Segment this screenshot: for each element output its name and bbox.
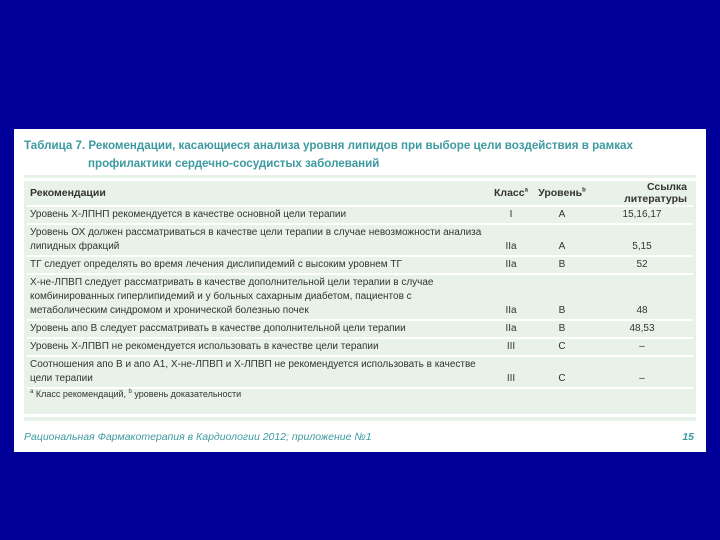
reference-cell: 5,15 <box>591 224 693 256</box>
table-title <box>24 137 694 173</box>
page-number: 15 <box>682 431 694 443</box>
table-row <box>27 206 693 224</box>
recommendation-cell: Соотношения апо В и апо А1, Х-не-ЛПВП и Х-ЛПВП не рекомендуется использовать в качестве цели терапии <box>27 356 489 388</box>
reference-cell: – <box>591 356 693 388</box>
recommendation-cell: Уровень Х-ЛПНП рекомендуется в качестве основной цели терапии <box>27 206 489 224</box>
class-cell: IIa <box>489 274 533 320</box>
page-footer <box>24 431 696 443</box>
recommendations-table-box <box>24 175 696 421</box>
header-level: Уровень$^b$ <box>533 181 591 206</box>
table-title-line1: Таблица 7. Рекомендации, касающиеся анализа уровня липидов при выборе цели воздействия в рамках <box>24 139 633 152</box>
level-cell: B <box>533 274 591 320</box>
header-recommendation: Рекомендации <box>27 181 489 206</box>
reference-cell: 52 <box>591 256 693 274</box>
table-header-row <box>27 181 693 206</box>
level-cell: B <box>533 256 591 274</box>
level-cell: A <box>533 206 591 224</box>
recommendation-cell: Уровень Х-ЛПВП не рекомендуется использовать в качестве цели терапии <box>27 338 489 356</box>
recommendation-cell: ТГ следует определять во время лечения дислипидемий с высоким уровнем ТГ <box>27 256 489 274</box>
table-row <box>27 338 693 356</box>
class-cell: IIa <box>489 224 533 256</box>
class-cell: I <box>489 206 533 224</box>
level-cell: A <box>533 224 591 256</box>
table-row <box>27 320 693 338</box>
table-footnote: $^a$ Класс рекомендаций, $^b$ уровень доказательности <box>30 389 242 399</box>
table-title-line2: профилактики сердечно-сосудистых заболеваний <box>88 157 380 170</box>
level-cell: B <box>533 320 591 338</box>
reference-cell: 15,16,17 <box>591 206 693 224</box>
table-row <box>27 224 693 256</box>
table-row <box>27 256 693 274</box>
level-cell: C <box>533 356 591 388</box>
level-cell: C <box>533 338 591 356</box>
reference-cell: – <box>591 338 693 356</box>
recommendation-cell: Х-не-ЛПВП следует рассматривать в качестве дополнительной цели терапии в случае комбинированных гиперлипидемий и у больных сахарным диабетом, пациентов с метаболическим синдромом и хронической болезнью почек <box>27 274 489 320</box>
table-row <box>27 274 693 320</box>
class-cell: IIa <box>489 256 533 274</box>
recommendation-cell: Уровень ОХ должен рассматриваться в качестве цели терапии в случае невозможности анализа липидных фракций <box>27 224 489 256</box>
recommendation-cell: Уровень апо В следует рассматривать в качестве дополнительной цели терапии <box>27 320 489 338</box>
slide-sheet <box>14 129 706 452</box>
class-cell: IIa <box>489 320 533 338</box>
journal-name: Рациональная Фармакотерапия в Кардиологии 2012; приложение №1 <box>24 431 372 443</box>
class-cell: III <box>489 338 533 356</box>
class-cell: III <box>489 356 533 388</box>
reference-cell: 48 <box>591 274 693 320</box>
recommendations-table <box>27 181 693 389</box>
header-reference: Ссылка литературы <box>591 181 693 206</box>
header-class: Класс$^a$ <box>489 181 533 206</box>
reference-cell: 48,53 <box>591 320 693 338</box>
table-bottom-rule <box>24 414 696 417</box>
table-row <box>27 356 693 388</box>
